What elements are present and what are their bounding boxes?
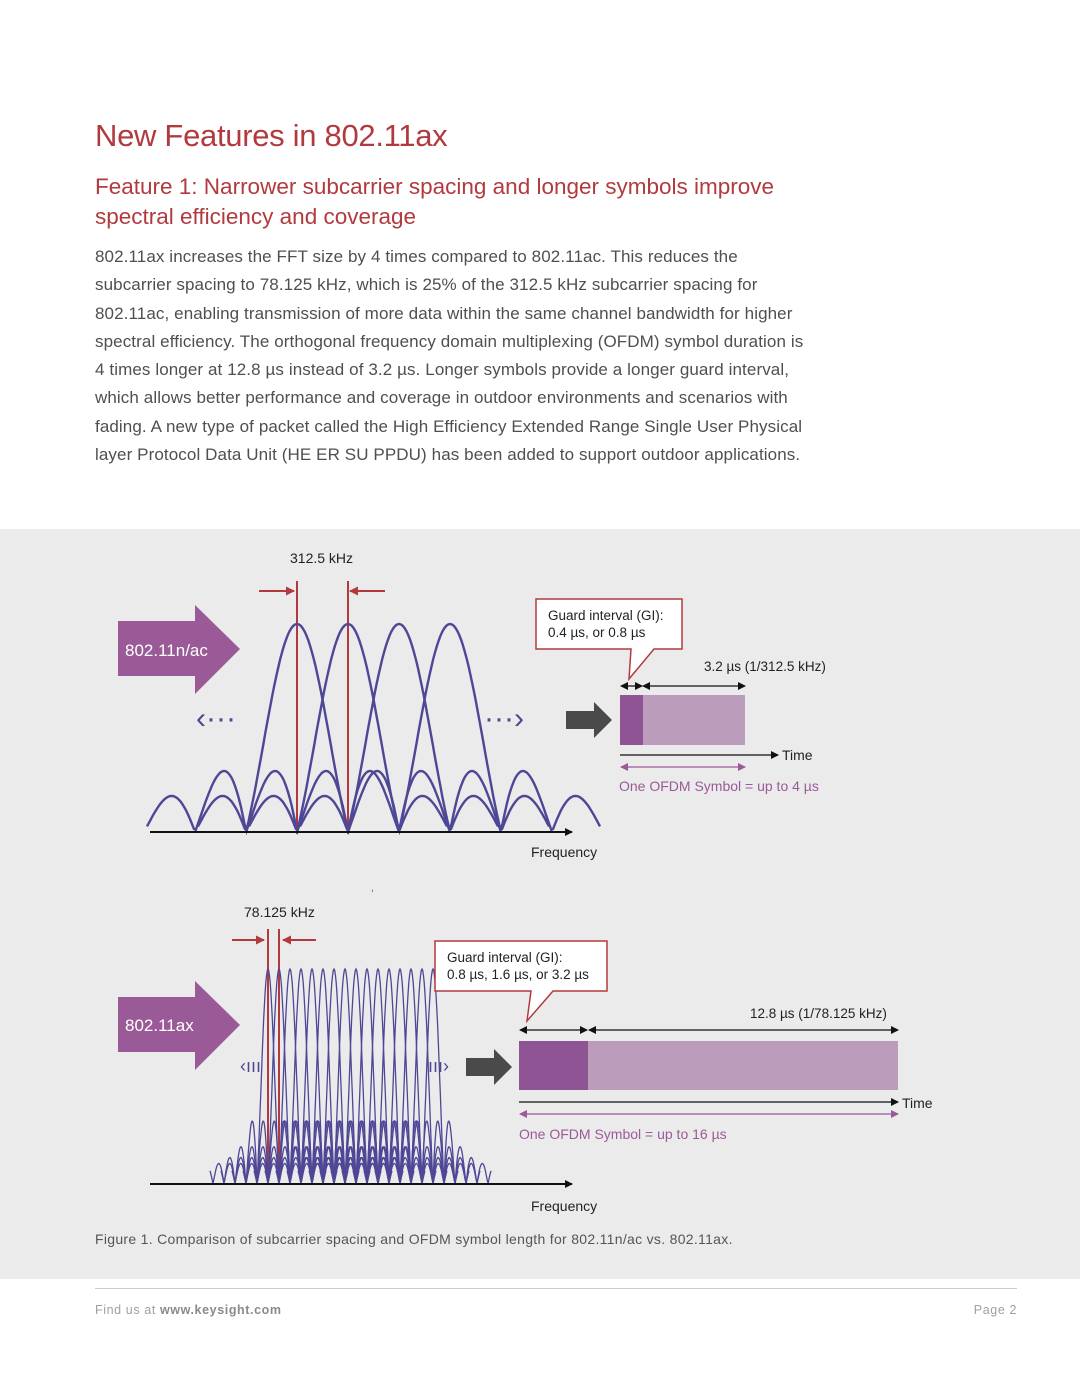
bottom-ellipsis-right-icon: ııı› — [428, 1056, 449, 1076]
top-subcarrier-curve — [300, 624, 600, 831]
page-number: Page 2 — [973, 1303, 1017, 1317]
top-gi-block — [620, 695, 643, 745]
stray-mark: , — [371, 883, 374, 894]
bottom-standard-label: 802.11ax — [125, 1016, 194, 1035]
bottom-spacing-label: 78.125 kHz — [244, 904, 315, 920]
top-duration-label: 3.2 µs (1/312.5 kHz) — [704, 659, 826, 674]
body-paragraph: 802.11ax increases the FFT size by 4 times compared to 802.11ac. This reduces the subcarrier spacing to 78.125 kHz, which is 25% of the 312.5 kHz subcarrier spacing for 802.11ac, enabling transmission of more data within the same channel bandwidth for higher spectral efficiency. The orthogonal frequency domain multiplexing (OFDM) symbol duration is 4 times longer at 12.8 µs instead of 3.2 µs. Longer symbols provide a longer guard interval, which allows better performance and coverage in outdoor environments and scenarios with fading. A new type of packet called the High Efficiency Extended Range Single User Physical layer Protocol Data Unit (HE ER SU PPDU) has been added to support outdoor applications. — [95, 247, 804, 465]
bottom-transform-arrow-icon — [466, 1049, 512, 1085]
bottom-gi-label-line1: Guard interval (GI): — [447, 950, 563, 965]
footer-find-us — [95, 1303, 282, 1317]
bottom-time-label: Time — [902, 1095, 933, 1111]
top-frequency-label: Frequency — [531, 844, 598, 860]
bottom-ellipsis-left-icon: ‹ııı — [240, 1056, 261, 1076]
figure-caption: Figure 1. Comparison of subcarrier spacing and OFDM symbol length for 802.11n/ac vs. 802.11ax. — [95, 1231, 733, 1247]
footer-find-us-prefix: Find us at — [95, 1303, 156, 1317]
top-symbol-block — [643, 695, 745, 745]
top-standard-label: 802.11n/ac — [125, 641, 208, 660]
bottom-gi-callout — [435, 941, 607, 1021]
top-spacing-label: 312.5 kHz — [290, 550, 354, 566]
footer-divider — [95, 1288, 1017, 1289]
top-diagram — [118, 550, 826, 860]
bottom-duration-label: 12.8 µs (1/78.125 kHz) — [750, 1006, 887, 1021]
top-gi-label-line1: Guard interval (GI): — [548, 608, 664, 623]
bottom-symbol-label: One OFDM Symbol = up to 16 µs — [519, 1126, 727, 1142]
figure-diagram — [0, 529, 1080, 1229]
top-ellipsis-left-icon: ‹··· — [196, 702, 236, 735]
top-standard-arrow — [118, 605, 240, 694]
top-ellipsis-right-icon: ···› — [484, 702, 524, 735]
top-transform-arrow-icon — [566, 702, 612, 738]
bottom-diagram — [118, 904, 933, 1214]
feature-heading: Feature 1: Narrower subcarrier spacing and longer symbols improve spectral efficiency and coverage — [95, 174, 775, 229]
footer-website-link[interactable]: www.keysight.com — [159, 1303, 282, 1317]
top-gi-label-line2: 0.4 µs, or 0.8 µs — [548, 625, 646, 640]
bottom-frequency-label: Frequency — [531, 1198, 598, 1214]
bottom-gi-label-line2: 0.8 µs, 1.6 µs, or 3.2 µs — [447, 967, 589, 982]
bottom-standard-arrow — [118, 981, 240, 1070]
top-gi-callout — [536, 599, 682, 679]
bottom-subcarrier-curves — [210, 969, 491, 1184]
bottom-symbol-block — [588, 1041, 898, 1090]
bottom-gi-block — [519, 1041, 588, 1090]
section-title: New Features in 802.11ax — [95, 118, 448, 153]
top-symbol-label: One OFDM Symbol = up to 4 µs — [619, 778, 819, 794]
top-time-label: Time — [782, 747, 813, 763]
